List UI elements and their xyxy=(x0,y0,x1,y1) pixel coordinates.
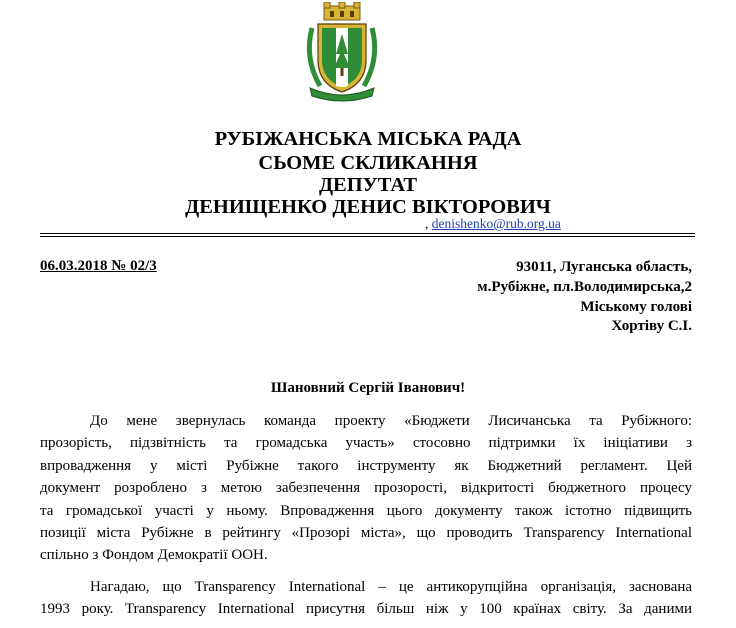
paragraph-line: документ розроблено з метою забезпечення прозорості, відкритості бюджетного процесу xyxy=(40,480,692,497)
council-name: РУБІЖАНСЬКА МІСЬКА РАДА xyxy=(214,128,522,150)
city-coat-of-arms-icon xyxy=(300,2,384,102)
paragraph-line: Нагадаю, що Transparency International – це антикорупційна організація, заснована xyxy=(90,579,692,595)
paragraph-2 xyxy=(40,576,692,621)
paragraph-line: позиції міста Рубіжне в рейтингу «Прозорі міста», що проводить Transparency International xyxy=(40,525,692,542)
address-line-4: Хортіву С.І. xyxy=(611,318,692,334)
paragraph-line: спільно з Фондом Демократії ООН. xyxy=(40,547,268,564)
convocation: СЬОМЕ СКЛИКАННЯ xyxy=(258,152,478,174)
address-line-3: Міському голові xyxy=(580,299,692,315)
paragraph-1 xyxy=(40,410,692,567)
letter-date-number: 06.03.2018 № 02/3 xyxy=(40,258,157,274)
header-divider-2 xyxy=(40,236,695,237)
paragraph-line: прозорість, підзвітність та громадська участь» стосовно підтримки їх ініціативи з xyxy=(40,435,692,452)
address-line-1: 93011, Луганська область, xyxy=(516,259,692,275)
paragraph-line: До мене звернулась команда проекту «Бюджети Лисичанська та Рубіжного: xyxy=(90,413,692,429)
contact-email xyxy=(425,216,561,232)
deputy-role: ДЕПУТАТ xyxy=(318,174,418,196)
address-line-2: м.Рубіжне, пл.Володимирська,2 xyxy=(477,279,692,295)
paragraph-line: впровадження у місті Рубіжне такого інструменту як Бюджетний регламент. Цей xyxy=(40,457,692,474)
email-link[interactable]: denishenko@rub.org.ua xyxy=(431,216,561,231)
header-divider xyxy=(40,233,695,234)
greeting: Шановний Сергій Іванович! xyxy=(270,380,466,396)
paragraph-line: та громадської участі у ньому. Впровадження цього документу також істотно підвищить xyxy=(40,502,692,519)
email-prefix: , xyxy=(425,216,432,231)
paragraph-line: 1993 року. Transparency International присутня більш ніж у 100 країнах світу. За даними xyxy=(40,601,692,618)
deputy-name: ДЕНИЩЕНКО ДЕНИС ВІКТОРОВИЧ xyxy=(185,196,551,218)
